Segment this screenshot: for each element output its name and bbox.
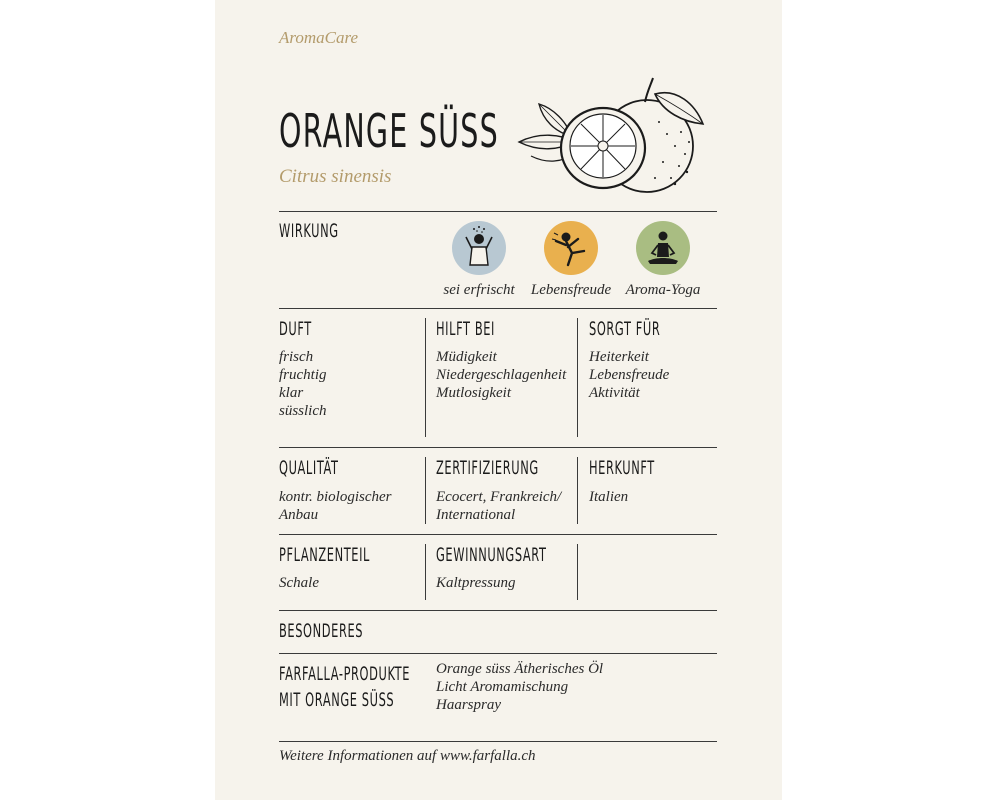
herkunft-heading: HERKUNFT bbox=[589, 457, 655, 479]
wirkung-label: sei erfrischt bbox=[443, 282, 515, 298]
column-divider bbox=[577, 318, 578, 437]
divider bbox=[279, 308, 717, 309]
divider bbox=[279, 534, 717, 535]
wirkung-heading: WIRKUNG bbox=[279, 220, 339, 242]
list-item: Licht Aromamischung bbox=[436, 679, 569, 695]
list-item: Aktivität bbox=[589, 385, 640, 401]
produkte-list bbox=[436, 660, 603, 714]
list-item: Ecocert, Frankreich/ bbox=[436, 489, 562, 505]
pflanzenteil-list bbox=[279, 574, 319, 592]
joy-jumping-person-icon bbox=[544, 221, 598, 275]
footer-info: Weitere Informationen auf www.farfalla.ch bbox=[279, 748, 536, 764]
column-divider bbox=[425, 457, 426, 524]
column-divider bbox=[577, 457, 578, 524]
list-item: Anbau bbox=[279, 507, 319, 523]
produkte-heading-line: MIT ORANGE SÜSS bbox=[279, 689, 395, 711]
zertifizierung-heading: ZERTIFIZIERUNG bbox=[436, 457, 539, 479]
divider bbox=[279, 653, 717, 654]
divider bbox=[279, 447, 717, 448]
list-item: Orange süss Ätherisches Öl bbox=[436, 661, 604, 677]
column-divider bbox=[577, 544, 578, 600]
gewinnungsart-heading: GEWINNUNGSART bbox=[436, 544, 547, 566]
page-title: ORANGE SÜSS bbox=[279, 104, 499, 158]
refreshed-person-icon bbox=[452, 221, 506, 275]
list-item: kontr. biologischer bbox=[279, 489, 392, 505]
yoga-meditation-icon bbox=[636, 221, 690, 275]
list-item: fruchtig bbox=[279, 367, 327, 383]
list-item: Schale bbox=[279, 575, 319, 591]
list-item: süsslich bbox=[279, 403, 327, 419]
duft-list bbox=[279, 348, 327, 420]
product-card bbox=[215, 0, 782, 800]
list-item: Heiterkeit bbox=[589, 349, 649, 365]
list-item: Niedergeschlagenheit bbox=[436, 367, 567, 383]
divider bbox=[279, 211, 717, 212]
sorgt-fuer-list bbox=[589, 348, 669, 402]
list-item: Italien bbox=[589, 489, 629, 505]
wirkung-item-refreshed bbox=[429, 221, 529, 299]
list-item: klar bbox=[279, 385, 304, 401]
brand-name: AromaCare bbox=[279, 28, 359, 47]
wirkung-item-joy bbox=[521, 221, 621, 299]
list-item: Müdigkeit bbox=[436, 349, 497, 365]
produkte-heading bbox=[279, 661, 410, 713]
list-item: International bbox=[436, 507, 516, 523]
list-item: frisch bbox=[279, 349, 314, 365]
zertifizierung-list bbox=[436, 488, 561, 524]
produkte-heading-line: FARFALLA-PRODUKTE bbox=[279, 663, 411, 685]
list-item: Lebensfreude bbox=[589, 367, 670, 383]
list-item: Kaltpressung bbox=[436, 575, 516, 591]
list-item: Haarspray bbox=[436, 697, 502, 713]
list-item: Mutlosigkeit bbox=[436, 385, 511, 401]
pflanzenteil-heading: PFLANZENTEIL bbox=[279, 544, 370, 566]
besonderes-heading: BESONDERES bbox=[279, 620, 364, 642]
qualitaet-list bbox=[279, 488, 392, 524]
column-divider bbox=[425, 544, 426, 600]
wirkung-label: Lebensfreude bbox=[530, 282, 612, 298]
latin-name: Citrus sinensis bbox=[279, 166, 392, 187]
qualitaet-heading: QUALITÄT bbox=[279, 457, 339, 479]
herkunft-list bbox=[589, 488, 628, 506]
divider bbox=[279, 610, 717, 611]
wirkung-label: Aroma-Yoga bbox=[625, 282, 701, 298]
gewinnungsart-list bbox=[436, 574, 515, 592]
hilft-bei-heading: HILFT BEI bbox=[436, 318, 496, 340]
duft-heading: DUFT bbox=[279, 318, 312, 340]
hilft-bei-list bbox=[436, 348, 566, 402]
sorgt-fuer-heading: SORGT FÜR bbox=[589, 318, 661, 340]
column-divider bbox=[425, 318, 426, 437]
wirkung-item-yoga bbox=[613, 221, 713, 299]
divider bbox=[279, 741, 717, 742]
orange-illustration bbox=[517, 74, 713, 198]
